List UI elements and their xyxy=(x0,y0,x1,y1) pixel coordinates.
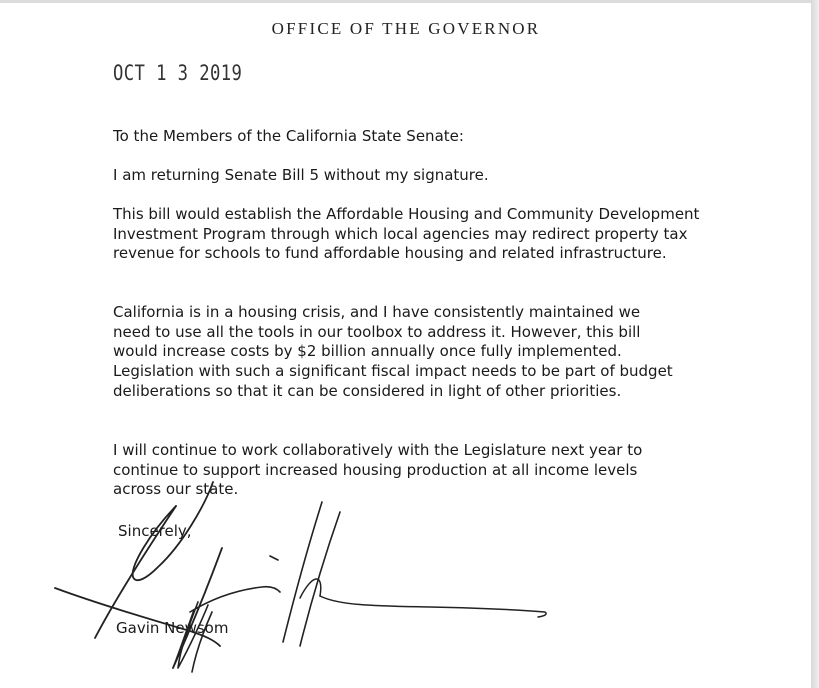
signer-name: Gavin Newsom xyxy=(116,619,229,637)
paragraph-housing-crisis: California is in a housing crisis, and I have consistently maintained we need to use all the tools in our toolbox to address it. However, this bill would increase costs by $2 billion annually once fully implemented. Legislation with such a significant fiscal impact needs to be part of budget deliberations so that it can be considered in light of other priorities. xyxy=(113,303,673,400)
closing: Sincerely, xyxy=(118,522,192,540)
paragraph-bill-description: This bill would establish the Affordable Housing and Community Development Investment Program through which local agencies may redirect property tax revenue for schools to fund affordable housing and related infrastructure. xyxy=(113,205,700,263)
paragraph-return-notice: I am returning Senate Bill 5 without my signature. xyxy=(113,166,489,184)
letterhead: OFFICE OF THE GOVERNOR xyxy=(271,19,541,38)
paragraph-continue-work: I will continue to work collaboratively with the Legislature next year to continue to support increased housing production at all income levels across our state. xyxy=(113,441,643,499)
page-top-edge xyxy=(0,0,812,3)
page-right-edge xyxy=(811,0,819,688)
date-stamp: OCT 1 3 2019 xyxy=(113,61,243,85)
salutation: To the Members of the California State Senate: xyxy=(113,127,464,145)
